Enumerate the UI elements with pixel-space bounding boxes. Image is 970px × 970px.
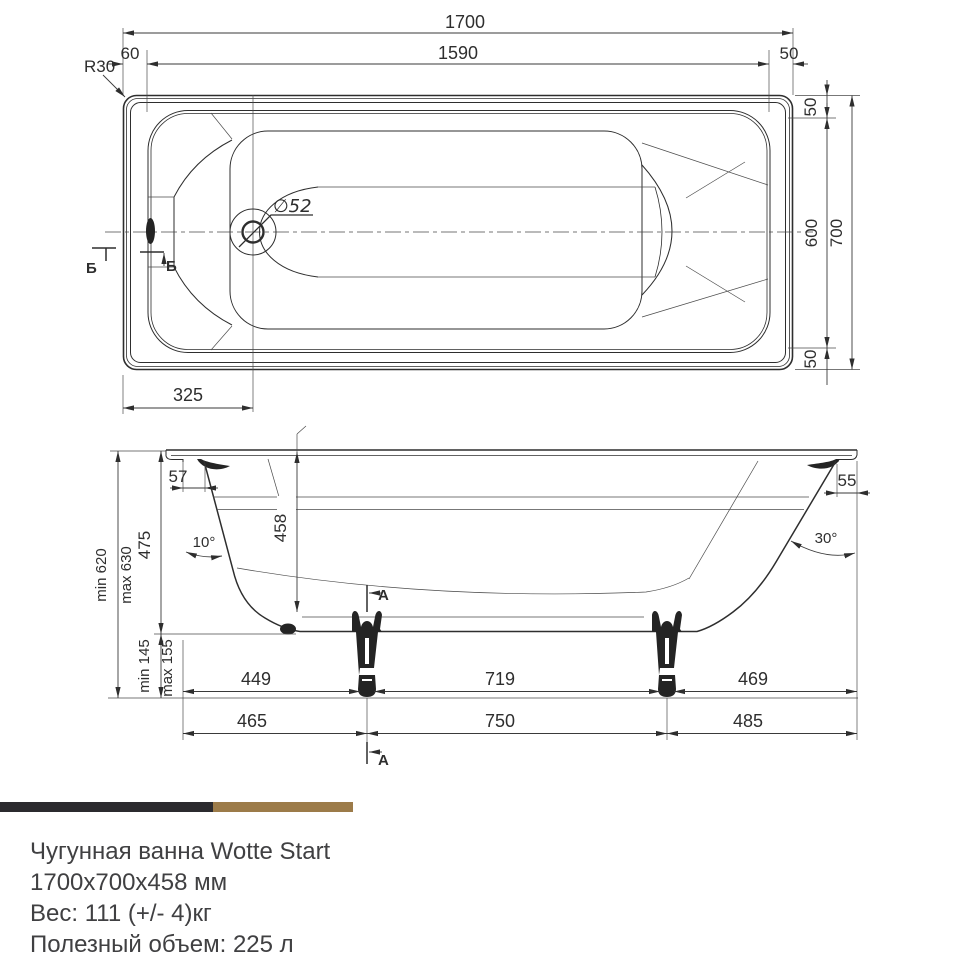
dim-feet-span-center: 750 [484,711,516,731]
dim-foot-right: 469 [737,669,769,689]
svg-text:Б: Б [166,258,177,275]
brand-bars [0,802,353,812]
bowl-opening [148,111,770,353]
product-weight: Вес: 111 (+/- 4)кг [30,900,212,927]
dim-height-min: min 620 [93,548,110,602]
dim-rim-flat-right: 55 [837,471,857,490]
dim-clearance-min: min 145 [136,639,153,693]
top-view [84,12,860,414]
side-view [93,426,870,769]
angle-back-label: 10° [192,534,216,551]
dim-length-total: 1700 [444,12,486,32]
dim-feet-span-inner: 719 [484,669,516,689]
section-marker-a-top [367,585,389,612]
product-size: 1700х700х458 мм [30,869,228,896]
dim-depth: 458 [271,513,290,543]
product-title: Чугунная ванна Wotte Start [30,838,331,865]
section-marker-b-left [86,248,116,277]
rim-lip-left [197,459,230,469]
corner-radius-label: R30 [84,57,116,76]
dim-foot-left: 449 [240,669,272,689]
dim-rim-flat-left: 57 [168,467,188,486]
dim-edge-top: 50 [801,97,820,117]
angle-front-label: 30° [814,530,838,547]
svg-text:Б: Б [86,260,97,277]
tub-profile [204,461,836,632]
dim-width-inner: 600 [802,218,821,248]
svg-text:А: А [378,587,389,604]
dim-drain-offset: 325 [172,385,204,405]
dim-foot-left-center: 465 [236,711,268,731]
dim-height-max: max 630 [118,546,135,604]
dim-foot-right-center: 485 [732,711,764,731]
dim-height-to-bottom: 475 [135,530,154,560]
dim-clearance-max: max 155 [159,639,176,697]
product-caption [30,836,330,960]
drain-outlet [280,624,296,635]
section-marker-a-bottom [367,742,389,769]
dim-rim-right: 50 [779,44,799,63]
dim-rim-left: 60 [120,44,140,63]
section-marker-b-right [140,252,177,275]
brand-bar-dark [0,802,213,812]
svg-text:А: А [378,752,389,769]
brand-bar-brown [213,802,353,812]
dim-edge-bottom: 50 [801,349,820,369]
leg-right [652,611,682,697]
dim-length-inner: 1590 [437,43,479,63]
tub-outer-edge [124,96,793,370]
bowl-flat-bottom [230,131,642,329]
leg-left [352,611,382,697]
drain-diameter-label: ∅52 [273,196,312,217]
overflow-hole [146,218,155,244]
dim-width-total: 700 [827,218,846,248]
product-volume: Полезный объем: 225 л [30,931,294,958]
